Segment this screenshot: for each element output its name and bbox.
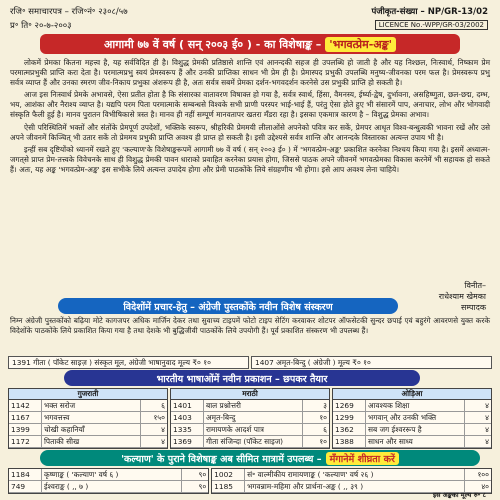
section-foreign-books	[58, 298, 398, 314]
title-banner	[40, 34, 460, 54]
book-code: 1388	[333, 436, 366, 447]
section-title: भारतीय भाषाओंमें नवीन प्रकाशन – छपकर तैयार	[156, 373, 328, 385]
reg-no: रजि॰ समाचारपत्र – रजि॰नं॰ २३०८/५७	[10, 7, 128, 17]
book-title: अमृत-बिन्दु	[206, 413, 236, 422]
section-highlight: मँगानेमें शीघ्रता करें	[326, 452, 399, 465]
table-row	[212, 469, 491, 481]
sign-name: राधेश्याम खेमका	[438, 292, 486, 301]
english-book: 1391 गीता ( पॉकेट साइज़ ) संस्कृत मूल, अंग्रेजी भाषानुवाद मूल्य ₹० १०	[8, 356, 249, 369]
book-code: 1167	[9, 412, 42, 423]
book-code: 1172	[9, 436, 42, 447]
table-row	[333, 412, 491, 424]
issue-price: ९०	[181, 469, 208, 480]
book-code: 1401	[171, 400, 204, 411]
lang-column	[332, 388, 492, 449]
issue-title: कृष्णाङ्क ( 'कल्याण' वर्ष ६ )	[44, 470, 119, 479]
issue-price: १००	[464, 469, 491, 480]
issue-price: ९०	[181, 481, 208, 492]
banner-highlight: 'भगवत्प्रेम-अङ्क'	[325, 37, 396, 52]
table-row	[9, 481, 208, 493]
book-price: ४	[464, 412, 491, 423]
issue-code: 1184	[9, 469, 42, 480]
book-code: 1335	[171, 424, 204, 435]
section-old-issues	[40, 450, 480, 466]
book-title: गीता संजिन्दा (पॉकेट साइज)	[206, 437, 284, 446]
book-title: पिताकी सीख	[44, 437, 80, 446]
lang-column	[8, 388, 168, 449]
book-code: 1299	[333, 412, 366, 423]
table-row	[9, 400, 167, 412]
book-code: 1403	[171, 412, 204, 423]
section-title: 'कल्याण' के पुराने विशेषाङ्क अब सीमित मात्रामें उपलब्ध –	[121, 453, 322, 465]
table-row	[9, 436, 167, 448]
book-price: १०	[302, 436, 329, 447]
table-row	[333, 400, 491, 412]
paragraph-4: इन्हीं सब दृष्टियोंको ध्यानमें रखते हुए 'कल्याण'के विशेषाङ्करूपमें आगामी ७७ वें वर्ष ( सन् २००३ ई० ) में 'भगवत्प्रेम-अङ्क' प्रकाशित करनेका निश्चय किया गया है। इसमें अध्यात्म-जगत्‌से प्राप्त प्रेम-तत्त्वके विवेचनके साथ ही विशुद्ध प्रेमकी पावन धाराको प्रवाहित करनेका प्रयास होगा, जिससे पाठक अपने जीवनमें भगवत्प्रेमका विकास करनेमें भी सहायक हो सकते हैं। अतः, यह अङ्क 'भगवत्प्रेम-अङ्क' इस सभीके लिये अत्यन्त उपादेय होगा और प्रेमी पाठकोंके लिये संग्रहणीय भी होगा। इसे आप अवश्य लेना चाहिये।	[10, 144, 490, 174]
book-title: साधन और साध्य	[368, 437, 413, 446]
article-body	[10, 58, 490, 270]
issue-price: ४०	[464, 481, 491, 492]
table-row	[333, 424, 491, 436]
book-code: 1142	[9, 400, 42, 411]
issue-title: भगवन्नाम-महिमा और प्रार्थना-अङ्क ( ,, ३९ )	[247, 482, 364, 491]
lang-column	[170, 388, 330, 449]
book-price: ४	[140, 424, 167, 435]
book-title: बाल प्रश्नोत्तरी	[206, 401, 241, 410]
issue-title: सं॰ वाल्मीकीय रामायणाङ्क ( 'कल्याण' वर्ष २६ )	[247, 470, 374, 479]
book-price: ४	[464, 424, 491, 435]
book-price: ३	[302, 400, 329, 411]
book-title: भगवान् और उनकी भक्ति	[368, 413, 437, 422]
lang-head: मराठी	[171, 389, 329, 400]
book-price: ६	[140, 400, 167, 411]
licence-box: LICENCE No.-WPP/GR-03/2002	[375, 20, 488, 30]
book-price: ४	[140, 436, 167, 447]
issue-title: ईश्वराङ्क ( ,, ७ )	[44, 482, 89, 491]
table-row	[171, 400, 329, 412]
table-row	[9, 424, 167, 436]
issue-code: 1002	[212, 469, 245, 480]
issue-price-note: इस अङ्कका मूल्य रु॰ ८	[432, 491, 486, 499]
reg-serial: पंजीकृत-संख्या – NP/GR-13/02	[371, 7, 488, 17]
book-price: ४	[464, 436, 491, 447]
book-code: 1362	[333, 424, 366, 435]
sign-from: विनीत–	[464, 281, 486, 290]
issue-column	[8, 468, 209, 494]
table-row	[171, 412, 329, 424]
book-title: आवश्यक शिक्षा	[368, 401, 410, 410]
issue-date: प्र॰ ति॰ २०-७-२००३	[10, 21, 72, 31]
book-title: रामायणके आदर्श पात्र	[206, 425, 264, 434]
book-title: सब जग ईश्वररूप है	[368, 425, 422, 434]
book-code: 1269	[333, 400, 366, 411]
section-new-publications	[64, 370, 420, 386]
english-books-row	[8, 356, 492, 369]
paragraph-3: ऐसी परिस्थितिमें भक्तों और संतोंके प्रेमपूर्ण उपदेशों, भक्तिके स्वरूप, श्रीहरिकी प्रेममयी लीलाओंसे अपनेको पवित्र कर सकें, प्रेमपर आधृत विश्व-बन्धुत्वकी भावना रखें और उसे अपने जीवनमें किञ्चित् भी उतार सकें तो प्रेममय प्रभुकी प्राप्ति अवश्य ही प्राप्त हो सकती है। इसी उद्देश्यसे सर्वत्र शान्ति और आनन्दके विस्तारका अत्यन्त उपाय भी है।	[10, 122, 490, 142]
header	[6, 4, 494, 32]
book-title: चोखी कहानियाँ	[44, 425, 85, 434]
language-tables	[8, 388, 492, 449]
book-code: 1369	[171, 436, 204, 447]
lang-head: गुजराती	[9, 389, 167, 400]
section-title: विदेशोंमें प्रचार-हेतु – अंग्रेजी पुस्तकोंके नवीन विशेष संस्करण	[123, 301, 333, 313]
signature-block	[439, 280, 486, 313]
table-row	[171, 424, 329, 436]
book-title: भक्त सरोज	[44, 401, 76, 410]
books-intro: निम्न अंग्रेजी पुस्तकोंको बढ़िया मोटे कागजपर अधिक मार्जिन देकर तथा सुवाच्य टाइपमें फोटो टाइप सेटिंग करवाकर शोटपर ऑफसेटकी सुन्दर छपाई एवं बहुरंगे आवरणसे युक्त करके विदेशोंके पाठकोंके लिये प्रकाशित किया गया है तथा देशके भी बुद्धिजीवी पाठकोंके लिये उपयोगी हैं। पूर्व प्रकाशित संस्करण भी उपलब्ध हैं।	[10, 316, 490, 335]
book-code: 1399	[9, 424, 42, 435]
paragraph-1: लोकमें प्रेमका कितना महत्त्व है, यह सर्वविदित ही है। विशुद्ध प्रेमकी प्रतिष्ठासे शान्ति एवं आनन्दकी सहज ही उपलब्धि हो जाती है और यह निश्छल, निःस्वार्थ, निष्काम प्रेम परमात्मप्रभुकी प्राप्ति करा देता है। परमात्मप्रभु स्वयं प्रेमस्वरूप हैं और उनकी प्राप्तिका साधन भी प्रेम ही है। प्रेमास्पद प्रभुकी उपलब्धि मनुष्य-जीवनका परम फल है। प्रेमस्वरूप प्रभु सर्वत्र व्याप्त हैं और उनका स्मरण जीव-निकाय प्रभुका अंशरूप ही है, अतः सर्वत्र सबमें प्रेमका दर्शन-भगवदर्शन करनेसे उस प्रभुकी प्राप्ति हो सकती है।	[10, 58, 490, 88]
issue-code: 749	[9, 481, 42, 492]
issue-code: 1185	[212, 481, 245, 492]
paragraph-2: आज इस निःस्वार्थ प्रेमके अभावसे, ऐसा प्रतीत होता है कि संसारका वातावरण विषाक्त हो गया है, सर्वत्र स्वार्थ, हिंसा, वैमनस्य, ईर्ष्या-द्वेष, दुर्भावना, असहिष्णुता, छल-छद्म, दम्भ, भय, आशंका और नैराश्य व्याप्त है। यद्यपि परम पिता परमात्माके सम्बन्धसे विश्वके सभी प्राणी परस्पर भाई-भाई हैं, परंतु ऐसा होते हुए भी संसारमें पाप, अनाचार, लोभ और भोगवादी संस्कृति फैली हुई है। मानव पुरातन विभीषिकासे त्रस्त है। मानव ही नहीं सम्पूर्ण मानवतापर खतरा मँडरा रहा है। इसका एकमात्र कारण है – विशुद्ध प्रेमका अभाव।	[10, 90, 490, 120]
lang-head: ओड़िआ	[333, 389, 491, 400]
old-issues-tables	[8, 468, 492, 494]
book-price: १०	[302, 412, 329, 423]
book-price: १५०	[140, 412, 167, 423]
table-row	[171, 436, 329, 448]
book-price: ६	[302, 424, 329, 435]
book-title: भगवत्तत्त्व	[44, 413, 70, 422]
sign-role: सम्पादक	[461, 303, 486, 312]
table-row	[9, 469, 208, 481]
english-book: 1407 अमृत-बिन्दु ( अंग्रेजी ) मूल्य ₹० १०	[251, 356, 492, 369]
table-row	[333, 436, 491, 448]
banner-text: आगामी ७७ वें वर्ष ( सन् २००३ ई० ) - का विशेषाङ्क –	[103, 37, 322, 51]
book-price: ४	[464, 400, 491, 411]
table-row	[9, 412, 167, 424]
